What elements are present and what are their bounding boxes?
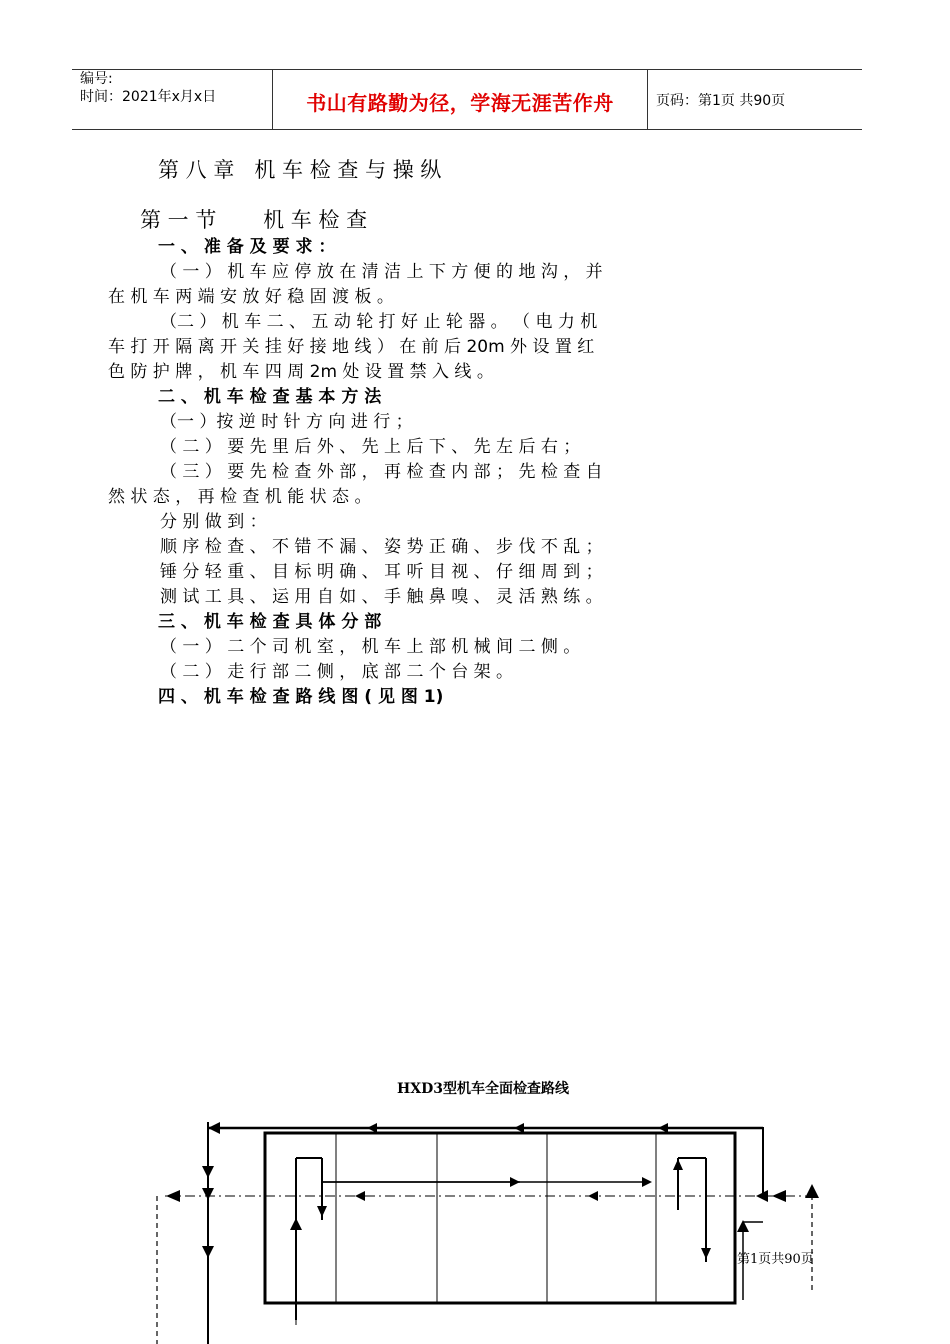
route-arrow — [202, 1246, 214, 1258]
route-arrow — [701, 1248, 711, 1259]
route-arrow — [642, 1177, 652, 1187]
route-arrow — [317, 1206, 327, 1217]
route-arrow — [202, 1166, 214, 1178]
part-2: （ 二 ） 走 行 部 二 侧 ， 底 部 二 个 台 架 。 — [160, 662, 514, 682]
para-2-line-1: （二 ） 机 车 二 、 五 动 轮 打 好 止 轮 器 。 （ 电 力 机 — [160, 312, 598, 332]
chapter-title: 第 八 章 机 车 检 查 与 操 纵 — [158, 158, 442, 182]
method-3-line-1: （ 三 ） 要 先 检 查 外 部 ， 再 检 查 内 部 ； 先 检 查 自 — [160, 462, 603, 482]
route-arrow — [772, 1190, 786, 1202]
method-1: （一 ）按 逆 时 针 方 向 进 行 ； — [160, 412, 413, 432]
route-arrow — [588, 1191, 598, 1201]
para-1-line-1: （ 一 ） 机 车 应 停 放 在 清 洁 上 下 方 便 的 地 沟 ， 并 — [160, 262, 603, 282]
method-2: （ 二 ） 要 先 里 后 外 、 先 上 后 下 、 先 左 后 右 ； — [160, 437, 581, 457]
method-6: 锤 分 轻 重 、 目 标 明 确 、 耳 听 目 视 、 仔 细 周 到 ； — [160, 562, 603, 582]
figure-caption: HXD3型机车全面检查路线 — [397, 1081, 569, 1097]
route-arrow — [673, 1159, 683, 1170]
route-arrow — [166, 1190, 180, 1202]
doc-number-label: 编号: — [80, 71, 113, 87]
header-page-info: 页码：第1页 共90页 — [656, 93, 786, 109]
heading-basic-methods: 二 、 机 车 检 查 基 本 方 法 — [158, 387, 382, 407]
route-arrow — [290, 1218, 302, 1230]
heading-specific-parts: 三 、 机 车 检 查 具 体 分 部 — [158, 612, 382, 632]
method-5: 顺 序 检 查 、 不 错 不 漏 、 姿 势 正 确 、 步 伐 不 乱 ； — [160, 537, 603, 557]
para-1-line-2: 在 机 车 两 端 安 放 好 稳 固 渡 板 。 — [108, 287, 394, 307]
method-4: 分 别 做 到 ： — [160, 512, 267, 532]
route-arrow — [202, 1188, 214, 1200]
para-2-line-2: 车 打 开 隔 离 开 关 挂 好 接 地 线 ） 在 前 后 20m 外 设 置 红 — [108, 337, 595, 357]
heading-route-map: 四 、 机 车 检 查 路 线 图 ( 见 图 1) — [158, 687, 444, 707]
route-arrow — [805, 1184, 819, 1198]
heading-preparation: 一 、 准 备 及 要 求 ： — [158, 237, 336, 257]
section-title: 第 一 节 机 车 检 查 — [140, 208, 368, 232]
method-3-line-2: 然 状 态 ， 再 检 查 机 能 状 态 。 — [108, 487, 372, 507]
method-7: 测 试 工 具 、 运 用 自 如 、 手 触 鼻 嗅 、 灵 活 熟 练 。 — [160, 587, 603, 607]
route-arrow — [208, 1122, 220, 1134]
header-motto: 书山有路勤为径，学海无涯苦作舟 — [306, 91, 614, 115]
part-1: （ 一 ） 二 个 司 机 室 ， 机 车 上 部 机 械 间 二 侧 。 — [160, 637, 581, 657]
doc-time-label: 时间：2021年x月x日 — [80, 89, 217, 105]
route-arrow — [355, 1191, 365, 1201]
para-2-line-3: 色 防 护 牌 ， 机 车 四 周 2m 处 设 置 禁 入 线 。 — [108, 362, 494, 382]
footer-page-info: 第1页共90页 — [737, 1252, 814, 1267]
